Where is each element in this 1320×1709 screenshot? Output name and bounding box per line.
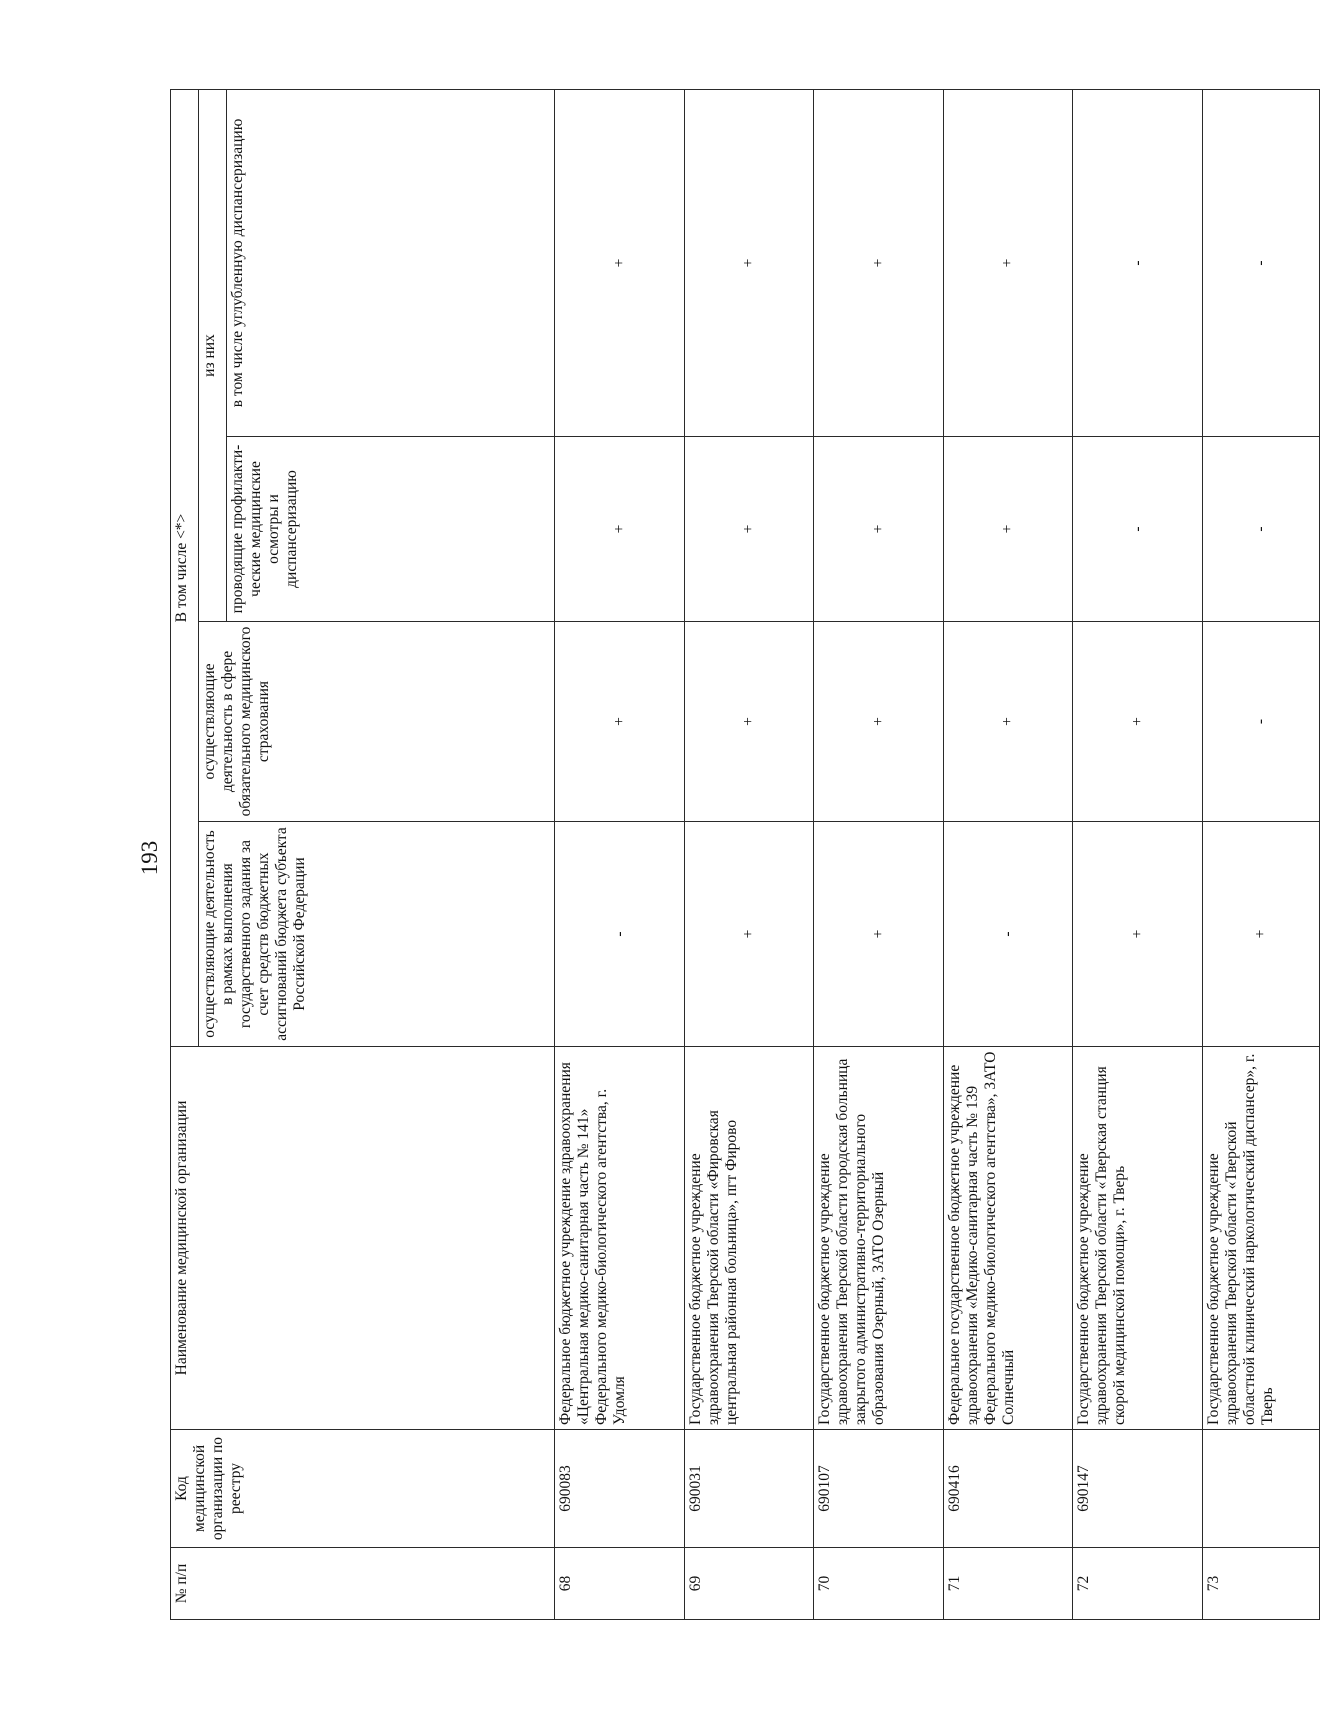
row-name: Государственное бюджетное учреждение здравоохранения Тверской области городская больница закрытого административно-территориального образования Озерный, ЗАТО Озерный <box>814 1047 944 1430</box>
row-prof: + <box>555 437 685 622</box>
header-of-them: из них <box>198 90 226 622</box>
row-budget: + <box>1073 822 1203 1047</box>
row-name: Государственное бюджетное учреждение здравоохранения Тверской области «Тверской областной клинический наркологический диспансер», г. Тверь <box>1203 1047 1320 1430</box>
row-num: 71 <box>944 1548 1073 1620</box>
row-budget: + <box>685 822 814 1047</box>
row-num: 69 <box>685 1548 814 1620</box>
table-row <box>685 90 814 1620</box>
row-code <box>1203 1430 1320 1548</box>
header-budget: осуществляющие деятельность в рамках выполнения государственного задания за счет средств бюджетных ассигнований бюджета субъекта Российской Федерации <box>198 822 554 1047</box>
row-name: Федеральное государственное бюджетное учреждение здравоохранения «Медико-санитарная часть № 139 Федерального медико-биологического агентства», ЗАТО Солнечный <box>944 1047 1073 1430</box>
row-budget: - <box>944 822 1073 1047</box>
header-including: В том числе <*> <box>171 90 199 1047</box>
row-deep: + <box>555 90 685 437</box>
header-oms: осуществляющие деятельность в сфере обязательного медицинского страхования <box>198 622 554 822</box>
row-budget: + <box>814 822 944 1047</box>
row-name: Федеральное бюджетное учреждение здравоохранения «Центральная медико-санитарная часть № 141» Федерального медико-биологического агентства, г. Удомля <box>555 1047 685 1430</box>
row-prof: - <box>1203 437 1320 622</box>
row-deep: - <box>1073 90 1203 437</box>
row-prof: + <box>944 437 1073 622</box>
row-num: 73 <box>1203 1548 1320 1620</box>
header-name: Наименование медицинской организации <box>171 1047 555 1430</box>
row-code: 690416 <box>944 1430 1073 1548</box>
row-num: 70 <box>814 1548 944 1620</box>
row-prof: - <box>1073 437 1203 622</box>
medical-organizations-table <box>170 89 1320 1620</box>
row-name: Государственное бюджетное учреждение здравоохранения Тверской области «Тверская станция скорой медицинской помощи», г. Тверь <box>1073 1047 1203 1430</box>
table-row <box>1073 90 1203 1620</box>
document-table-rotated <box>170 90 1320 1620</box>
header-num: № п/п <box>171 1548 555 1620</box>
table-row <box>1203 90 1320 1620</box>
row-budget: - <box>555 822 685 1047</box>
row-code: 690147 <box>1073 1430 1203 1548</box>
row-prof: + <box>685 437 814 622</box>
row-num: 72 <box>1073 1548 1203 1620</box>
row-deep: + <box>685 90 814 437</box>
header-prof: проводящие профилакти-ческие медицинские осмотры и диспансеризацию <box>226 437 554 622</box>
row-deep: + <box>814 90 944 437</box>
table-row <box>555 90 685 1620</box>
row-oms: + <box>814 622 944 822</box>
row-deep: + <box>944 90 1073 437</box>
header-code: Код медицинской организации по реестру <box>171 1430 555 1548</box>
row-num: 68 <box>555 1548 685 1620</box>
row-code: 690107 <box>814 1430 944 1548</box>
header-deep: в том числе углубленную диспансеризацию <box>226 90 554 437</box>
row-prof: + <box>814 437 944 622</box>
row-oms: + <box>685 622 814 822</box>
row-code: 690031 <box>685 1430 814 1548</box>
page-number: 193 <box>137 840 162 876</box>
row-oms: + <box>1073 622 1203 822</box>
row-oms: - <box>1203 622 1320 822</box>
row-oms: + <box>944 622 1073 822</box>
row-name: Государственное бюджетное учреждение здравоохранения Тверской области «Фировская центральная районная больница», пгт Фирово <box>685 1047 814 1430</box>
row-oms: + <box>555 622 685 822</box>
row-deep: - <box>1203 90 1320 437</box>
row-code: 690083 <box>555 1430 685 1548</box>
table-row <box>814 90 944 1620</box>
table-row <box>944 90 1073 1620</box>
row-budget: + <box>1203 822 1320 1047</box>
